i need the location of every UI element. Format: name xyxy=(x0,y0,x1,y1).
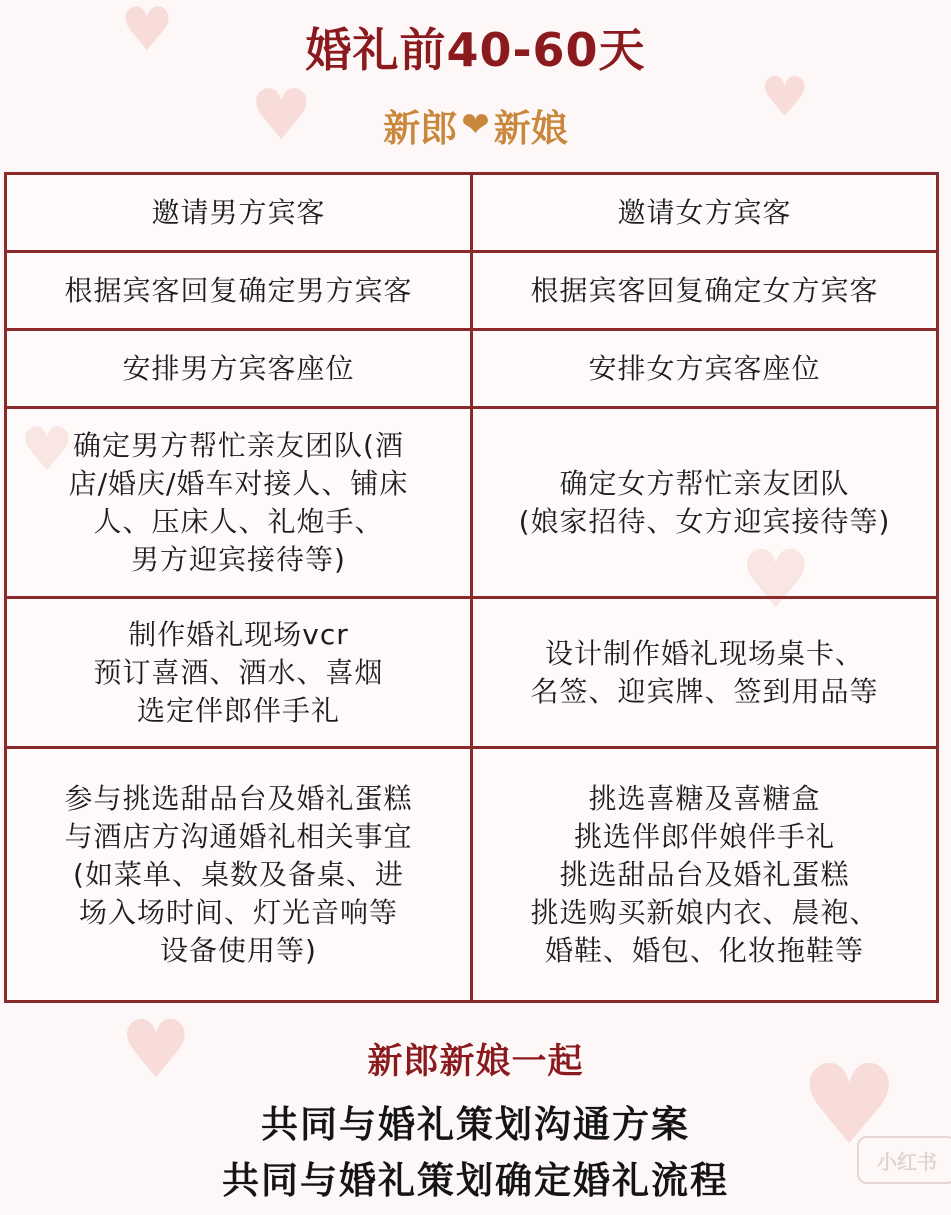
heart-decoration-icon: ♥ xyxy=(800,1041,899,1169)
table-row xyxy=(6,330,938,408)
heart-icon: ❤ xyxy=(461,105,490,145)
cell-text: 邀请男方宾客 xyxy=(151,195,326,229)
cell-text: 店/婚庆/婚车对接人、铺床 xyxy=(68,466,409,500)
heart-decoration-icon: ♥ xyxy=(250,74,313,156)
bride-task-cell xyxy=(472,748,938,1002)
cell-text: 根据宾客回复确定男方宾客 xyxy=(64,273,413,307)
cell-text: 安排女方宾客座位 xyxy=(588,351,821,385)
cell-text: 确定男方帮忙亲友团队(酒 xyxy=(73,428,404,462)
groom-task-cell xyxy=(6,330,472,408)
cell-text: 挑选伴郎伴娘伴手礼 xyxy=(573,819,835,853)
cell-text: 根据宾客回复确定女方宾客 xyxy=(530,273,879,307)
table-row xyxy=(6,598,938,748)
cell-text: 邀请女方宾客 xyxy=(617,195,792,229)
watermark-text: 小红书 xyxy=(877,1149,937,1174)
cell-text: 人、压床人、礼炮手、 xyxy=(93,504,384,538)
task-table xyxy=(4,172,939,1003)
together-heading: 新郎新娘一起 xyxy=(367,1042,584,1082)
cell-text: (如菜单、桌数及备桌、进 xyxy=(73,857,404,891)
bride-task-cell xyxy=(472,174,938,252)
heart-decoration-icon: ♥ xyxy=(740,533,812,626)
groom-task-cell xyxy=(6,598,472,748)
groom-task-cell xyxy=(6,408,472,598)
cell-text: 场入场时间、灯光音响等 xyxy=(78,895,398,929)
final-line: 共同与婚礼策划确定婚礼流程 xyxy=(222,1159,729,1202)
cell-text: 设计制作婚礼现场桌卡、 xyxy=(544,636,864,670)
bride-task-cell xyxy=(472,598,938,748)
cell-text: 名签、迎宾牌、签到用品等 xyxy=(530,674,879,708)
table-row xyxy=(6,408,938,598)
cell-text: 挑选甜品台及婚礼蛋糕 xyxy=(559,857,850,891)
cell-text: (娘家招待、女方迎宾接待等) xyxy=(518,504,891,538)
bride-task-cell xyxy=(472,408,938,598)
cell-text: 挑选喜糖及喜糖盒 xyxy=(588,781,821,815)
heart-decoration-icon: ♥ xyxy=(120,0,174,65)
page-title: 婚礼前40-60天 xyxy=(305,23,646,77)
cell-text: 婚鞋、婚包、化妆拖鞋等 xyxy=(544,933,864,967)
cell-text: 选定伴郎伴手礼 xyxy=(136,693,340,727)
bride-label: 新娘 xyxy=(493,107,568,150)
final-line: 共同与婚礼策划沟通方案 xyxy=(261,1103,690,1146)
groom-label: 新郎 xyxy=(383,107,458,150)
table-row xyxy=(6,748,938,1002)
cell-text: 制作婚礼现场vcr xyxy=(128,617,349,651)
table-row xyxy=(6,252,938,330)
cell-text: 男方迎宾接待等) xyxy=(131,542,346,576)
cell-text: 参与挑选甜品台及婚礼蛋糕 xyxy=(64,781,413,815)
cell-text: 安排男方宾客座位 xyxy=(122,351,355,385)
cell-text: 设备使用等) xyxy=(160,933,317,967)
bride-task-cell xyxy=(472,330,938,408)
groom-task-cell xyxy=(6,252,472,330)
heart-decoration-icon: ♥ xyxy=(760,65,810,129)
cell-text: 预订喜酒、酒水、喜烟 xyxy=(93,655,384,689)
heart-decoration-icon: ♥ xyxy=(20,415,74,485)
groom-task-cell xyxy=(6,748,472,1002)
page-subtitle xyxy=(0,98,951,152)
groom-task-cell xyxy=(6,174,472,252)
heart-decoration-icon: ♥ xyxy=(120,1003,192,1096)
cell-text: 确定女方帮忙亲友团队 xyxy=(559,466,850,500)
cell-text: 挑选购买新娘内衣、晨袍、 xyxy=(530,895,879,929)
table-row xyxy=(6,174,938,252)
watermark-logo xyxy=(857,1136,951,1184)
bride-task-cell xyxy=(472,252,938,330)
cell-text: 与酒店方沟通婚礼相关事宜 xyxy=(64,819,413,853)
